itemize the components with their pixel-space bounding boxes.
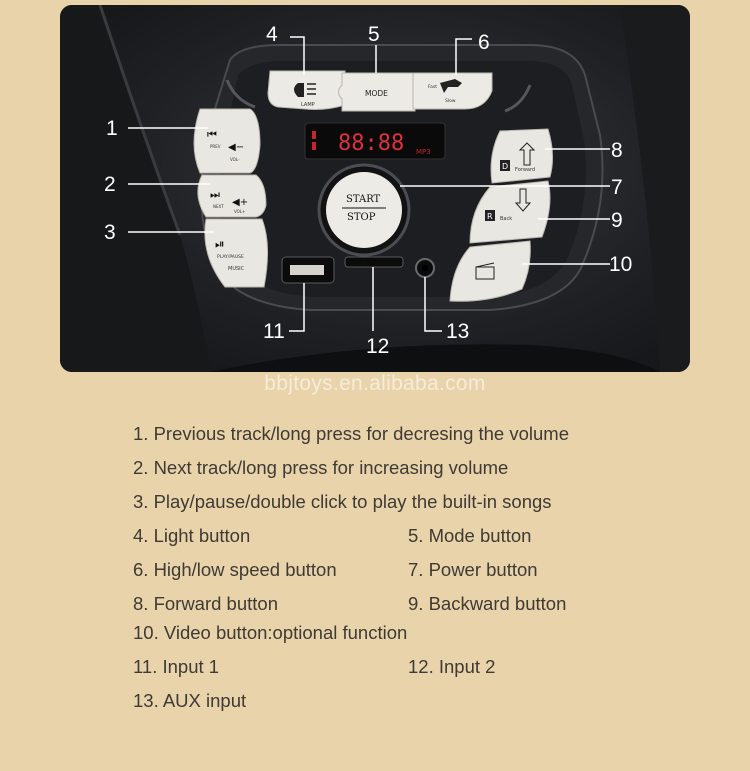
next-icon: ⏭ bbox=[210, 188, 220, 201]
callout-5: 5 bbox=[368, 23, 380, 46]
legend-item-5: 5. Mode button bbox=[408, 525, 532, 546]
callout-8: 8 bbox=[611, 139, 623, 162]
callout-13: 13 bbox=[446, 320, 470, 343]
svg-text:Fast: Fast bbox=[428, 85, 438, 90]
legend-item-11: 11. Input 1 bbox=[133, 656, 220, 677]
legend-item-3: 3. Play/pause/double click to play the built-in songs bbox=[133, 491, 552, 512]
play-pause-button bbox=[205, 219, 268, 287]
watermark: bbjtoys.en.alibaba.com bbox=[264, 372, 486, 395]
callout-10: 10 bbox=[609, 253, 633, 276]
legend-item-9: 9. Backward button bbox=[408, 593, 567, 614]
callout-3: 3 bbox=[104, 221, 116, 244]
start-stop-button bbox=[326, 172, 402, 248]
steering-wheel bbox=[60, 5, 210, 372]
control-panel-photo bbox=[60, 5, 690, 372]
svg-text:NEXT: NEXT bbox=[213, 204, 224, 209]
callout-9: 9 bbox=[611, 209, 623, 232]
legend-item-4: 4. Light button bbox=[133, 525, 251, 546]
svg-text:STOP: STOP bbox=[347, 212, 376, 223]
callout-6: 6 bbox=[478, 31, 490, 54]
prev-button bbox=[194, 109, 260, 173]
callout-7: 7 bbox=[611, 176, 623, 199]
svg-text:VOL-: VOL- bbox=[230, 157, 240, 162]
svg-text:Forward: Forward bbox=[515, 167, 536, 173]
svg-text:R: R bbox=[487, 212, 493, 221]
sd-slot bbox=[345, 257, 403, 267]
callout-2: 2 bbox=[104, 173, 116, 196]
volume-up-icon: ◀+ bbox=[232, 197, 249, 208]
svg-text:PREV: PREV bbox=[210, 144, 221, 149]
svg-text:MUSIC: MUSIC bbox=[228, 266, 245, 272]
legend-item-13: 13. AUX input bbox=[133, 690, 247, 711]
legend-item-1: 1. Previous track/long press for decresing the volume bbox=[133, 423, 569, 444]
svg-text:START: START bbox=[346, 194, 381, 205]
legend-item-10: 10. Video button:optional function bbox=[133, 622, 408, 643]
mode-label: MODE bbox=[365, 89, 388, 98]
lamp-label: LAMP bbox=[301, 102, 315, 108]
svg-text:VOL+: VOL+ bbox=[234, 209, 246, 214]
display-digits: 88:88 bbox=[338, 131, 405, 156]
svg-text:PLAY/PAUSE: PLAY/PAUSE bbox=[217, 255, 244, 260]
legend-item-8: 8. Forward button bbox=[133, 593, 278, 614]
svg-text:Back: Back bbox=[500, 216, 513, 222]
callout-12: 12 bbox=[366, 335, 390, 358]
legend-item-12: 12. Input 2 bbox=[408, 656, 496, 677]
callout-11: 11 bbox=[263, 320, 285, 343]
forward-button bbox=[491, 129, 553, 183]
volume-down-icon: ◀− bbox=[228, 142, 245, 153]
legend-item-2: 2. Next track/long press for increasing volume bbox=[133, 457, 509, 478]
callout-4: 4 bbox=[266, 23, 278, 46]
callout-1: 1 bbox=[106, 117, 118, 140]
legend-item-7: 7. Power button bbox=[408, 559, 538, 580]
svg-text:D: D bbox=[502, 162, 509, 171]
next-button bbox=[198, 175, 266, 217]
legend-item-6: 6. High/low speed button bbox=[133, 559, 337, 580]
svg-text:MP3: MP3 bbox=[416, 148, 431, 156]
prev-icon: ⏮ bbox=[207, 128, 217, 141]
svg-text:Slow: Slow bbox=[445, 99, 456, 104]
play-pause-icon: ⏯ bbox=[215, 237, 225, 251]
